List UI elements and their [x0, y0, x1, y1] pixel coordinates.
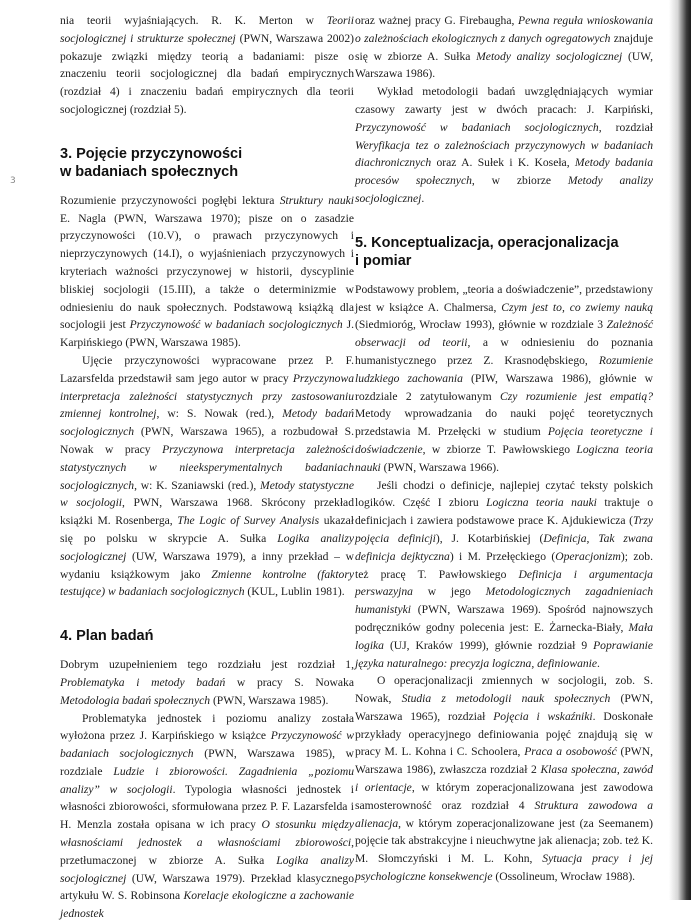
text-run: (PWN, Warszawa 1985).: [210, 694, 328, 707]
italic-title: Sytuacja pracy i jej psychologiczne konsekwencje: [355, 852, 653, 883]
italic-title: Logiczna teoria nauki: [486, 496, 597, 509]
paragraph: [60, 656, 354, 709]
text-run: , w którym zoperacjonalizowana jest zawodowa samosterowność oraz rozdział 4: [355, 781, 653, 812]
text-run: w pracy S. Nowaka: [225, 676, 354, 689]
italic-title: Przyczynowa interpretacja zależności statystycznych przy zastosowaniu zmiennej kontrolnej: [60, 372, 354, 421]
italic-title: Weryfikacja tez o zależnościach przyczynowych w badaniach diachronicznych: [355, 139, 653, 170]
paragraph: [355, 281, 653, 477]
section-heading-5: [355, 234, 653, 270]
text-run: (PWN, Warszawa 1965), a rozbudował S. Nowak w pracy: [60, 425, 354, 456]
text-run: ), J. Kotarbińskiej (: [436, 532, 544, 545]
text-run: (UW, Warszawa 1979). Przekład klasycznego artykułu W. S. Robinsona: [60, 872, 354, 903]
left-column: [60, 12, 354, 923]
italic-title: Struktury nauki: [280, 194, 354, 207]
text-run: .: [597, 657, 600, 670]
italic-title: Przyczynowość w badaniach socjologicznych: [355, 121, 599, 134]
text-run: Wykład metodologii badań uwzględniających wymiar czasowy zawarty jest w dwóch pracach: J. Karpiński,: [355, 85, 653, 116]
text-run: (PWN, Warszawa 1966).: [381, 461, 499, 474]
text-run: , przetłumaczonej w zbiorze A. Sułka: [60, 836, 354, 867]
paragraph: [355, 477, 653, 673]
italic-title: Metody statystyczne w socjologii: [60, 479, 354, 510]
italic-title: Przyczynowość w badaniach socjologicznych: [130, 318, 343, 331]
italic-title: Logika analizy socjologicznej: [60, 532, 354, 563]
text-run: . Typologia własności jednostek i własności zbiorowości, sformułowana przez P. F. Lazarsfelda i H. Menzla została opisana w ich pracy: [60, 783, 354, 832]
text-run: (PWN, Warszawa 1969). Spośród najnowszych podręczników godny polecenia jest: E. Żarnecka-Biały,: [355, 603, 653, 634]
text-run: oraz A. Sułek i K. Koseła,: [431, 156, 575, 169]
text-run: (KUL, Lublin 1981).: [245, 585, 345, 598]
text-run: (PIW, Warszawa 1986), głównie w rozdziale 2 zatytułowanym: [355, 372, 653, 403]
italic-title: Logika analizy socjologicznej: [60, 854, 354, 885]
text-run: (UW, Warszawa 1986).: [355, 50, 653, 81]
text-run: ukazał się po polsku w skrypcie A. Sułka: [60, 514, 354, 545]
text-run: , rozdział: [599, 121, 653, 134]
text-run: nia teorii wyjaśniających. R. K. Merton w: [60, 14, 327, 27]
text-run: oraz ważnej pracy G. Firebaugha,: [355, 14, 518, 27]
text-run: , w zbiorze T. Pawłowskiego: [423, 443, 577, 456]
italic-title: O stosunku między własnościami jednostek a własnościami zbiorowości: [60, 818, 354, 849]
text-run: (PWN, Warszawa 1985), w rozdziale: [60, 747, 354, 778]
text-run: Jeśli chodzi o definicje, najlepiej czytać teksty polskich logików. Część I zbioru: [355, 479, 653, 510]
italic-title: Pojęcia teoretyczne i doświadczenie: [355, 425, 653, 456]
italic-title: Definicja i argumentacja perswazyjna: [355, 568, 653, 599]
text-run: , w: K. Szaniawski (red.),: [134, 479, 260, 492]
text-run: .: [421, 192, 424, 205]
text-run: Rozumienie przyczynowości pogłębi lektura: [60, 194, 280, 207]
italic-title: Metody badań socjologicznych: [60, 407, 354, 438]
italic-title: Teorii socjologicznej i strukturze społecznej: [60, 14, 354, 45]
italic-title: Czym jest to, co zwiemy nauką: [501, 301, 653, 314]
text-run: (UW, Warszawa 1979), a inny przekład – w wydaniu książkowym jako: [60, 550, 354, 581]
text-run: , PWN, Warszawa 1968. Skrócony przekład książki M. Rosenberga,: [60, 496, 354, 527]
text-run: ); zob. też pracę T. Pawłowskiego: [355, 550, 653, 581]
text-run: Dobrym uzupełnieniem tego rozdziału jest rozdział 1,: [60, 658, 354, 671]
text-run: . Doskonałe przykłady operacyjnego definiowania pojęć znajdują się w pracy M. L. Kohna i C. Schoolera,: [355, 710, 653, 759]
italic-title: Poprawianie języka naturalnego: precyzja logiczna, definiowanie: [355, 639, 653, 670]
page-edge-shadow: [669, 0, 691, 900]
text-run: ) i M. Przełęckiego (: [450, 550, 555, 563]
italic-title: Definicja, Tak zwana definicja dejktyczna: [355, 532, 653, 563]
italic-title: Zmienne kontrolne (faktory testujące) w badaniach socjologicznych: [60, 568, 354, 599]
italic-title: The Logic of Survey Analysis: [177, 514, 319, 527]
italic-title: Operacjonizm: [555, 550, 621, 563]
paragraph: [355, 12, 653, 83]
italic-title: Klasa społeczna, zawód i orientacje: [355, 763, 653, 794]
italic-title: Rozumienie ludzkiego zachowania: [355, 354, 653, 385]
text-run: J. Karpińskiego (PWN, Warszawa 1985).: [60, 318, 354, 349]
italic-title: Logiczna teoria nauki: [355, 443, 653, 474]
text-run: , w zbiorze: [472, 174, 568, 187]
text-run: , w: S. Nowak (red.),: [156, 407, 282, 420]
paragraph: [60, 12, 354, 119]
section-heading-line: 5. Konceptualizacja, operacjonalizacja: [355, 235, 619, 251]
text-run: , a w odniesieniu do poznania humanistycznego przez Z. Krasnodębskiego,: [355, 336, 653, 367]
italic-title: Ludzie i zbiorowości. Zagadnienia „poziomu analizy” w socjologii: [60, 765, 354, 796]
italic-title: Pojęcia i wskaźniki: [493, 710, 592, 723]
paragraph: [60, 352, 354, 601]
italic-title: Struktura zawodowa a alienacja: [355, 799, 653, 830]
italic-title: Przyczynowa interpretacja zależności statystycznych w nieeksperymentalnych badaniach socjologicznych: [60, 443, 354, 492]
text-run: (PWN, Warszawa 1965), rozdział: [355, 692, 653, 723]
text-run: traktuje o definicjach i zawiera podstawowe prace K. Ajdukiewicza (: [355, 496, 653, 527]
text-run: Metody wprowadzania do nauki pojęć teoretycznych przedstawia M. Przełęcki w studium: [355, 407, 653, 438]
margin-speck: 3: [10, 176, 16, 186]
text-run: w jego: [413, 585, 486, 598]
section-heading-line: 3. Pojęcie przyczynowości: [60, 146, 242, 162]
text-run: (Ossolineum, Wrocław 1988).: [492, 870, 635, 883]
italic-title: Trzy pojęcia definicji: [355, 514, 653, 545]
section-heading-line: i pomiar: [355, 253, 411, 269]
italic-title: Praca a osobowość: [524, 745, 617, 758]
text-run: (UJ, Kraków 1999), głównie rozdział 9: [384, 639, 593, 652]
italic-title: Metody analizy socjologicznej: [355, 174, 653, 205]
italic-title: Pewna reguła wnioskowania o zależnościach ekologicznych z danych ogregatowych: [355, 14, 653, 45]
paragraph: [60, 192, 354, 352]
italic-title: Metody analizy socjologicznej: [476, 50, 622, 63]
italic-title: Zależność obserwacji od teorii: [355, 318, 653, 349]
italic-title: Korelacje ekologiczne a zachowanie jednostek: [60, 889, 354, 920]
italic-title: Czy rozumienie jest empatią?: [500, 390, 653, 403]
italic-title: Przyczynowość w badaniach socjologicznych: [60, 729, 354, 760]
italic-title: Problematyka i metody badań: [60, 676, 225, 689]
text-run: (PWN, Warszawa 1986), zwłaszcza rozdział 2: [355, 745, 653, 776]
section-heading-4: 4. Plan badań: [60, 627, 354, 645]
italic-title: Mała logika: [355, 621, 653, 652]
text-run: Problematyka jednostek i poziomu analizy została wyłożona przez J. Karpińskiego w książce: [60, 712, 354, 743]
text-run: znajduje się w zbiorze A. Sułka: [355, 32, 653, 63]
italic-title: Metodologicznych zagadnieniach humanistyki: [355, 585, 653, 616]
text-run: , w którym zoperacjonalizowane jest (za Seemanem) pojęcie tak abstrakcyjne i nieuchwytne jak alienacja; zob. też K. M. Słomczyński i M. L. Kohn,: [355, 817, 653, 866]
italic-title: Metody badania procesów społecznych: [355, 156, 653, 187]
text-run: (Siedmioróg, Wrocław 1993), głównie w rozdziale 3: [355, 318, 607, 331]
text-run: O operacjonalizacji zmiennych w socjologii, zob. S. Nowak,: [355, 674, 653, 705]
paragraph: [355, 672, 653, 886]
section-heading-line: w badaniach społecznych: [60, 164, 238, 180]
paragraph: [60, 710, 354, 923]
text-run: Ujęcie przyczynowości wypracowane przez P. F. Lazarsfelda przedstawił sam jego autor w pracy: [60, 354, 354, 385]
paragraph: [355, 83, 653, 208]
italic-title: Metodologia badań społecznych: [60, 694, 210, 707]
text-run: Podstawowy problem, „teoria a doświadczenie”, przedstawiony jest w książce A. Chalmersa,: [355, 283, 653, 314]
section-heading-3: [60, 145, 354, 181]
text-run: E. Nagla (PWN, Warszawa 1970); pisze on o zasadzie przyczynowości (10.V), o prawach przyczynowych i nieprzyczynowych (14.I), o wyjaśnieniach przyczynowych i kryteriach ważności przyczynowej w historii, dyscyplinie bliskiej socjologii (15.III), a także o determinizmie w odniesieniu do nauk społecznych. Podstawową książką dla socjologii jest: [60, 212, 354, 332]
text-run: (PWN, Warszawa 2002) pokazuje związki między teorią a badaniami: pisze o znaczeniu teorii socjologicznej dla badań empirycznych (rozdział 4) i znaczeniu badań empirycznych dla teorii socjologicznej (rozdział 5).: [60, 32, 354, 116]
italic-title: Studia z metodologii nauk społecznych: [402, 692, 611, 705]
right-column: [355, 12, 653, 886]
